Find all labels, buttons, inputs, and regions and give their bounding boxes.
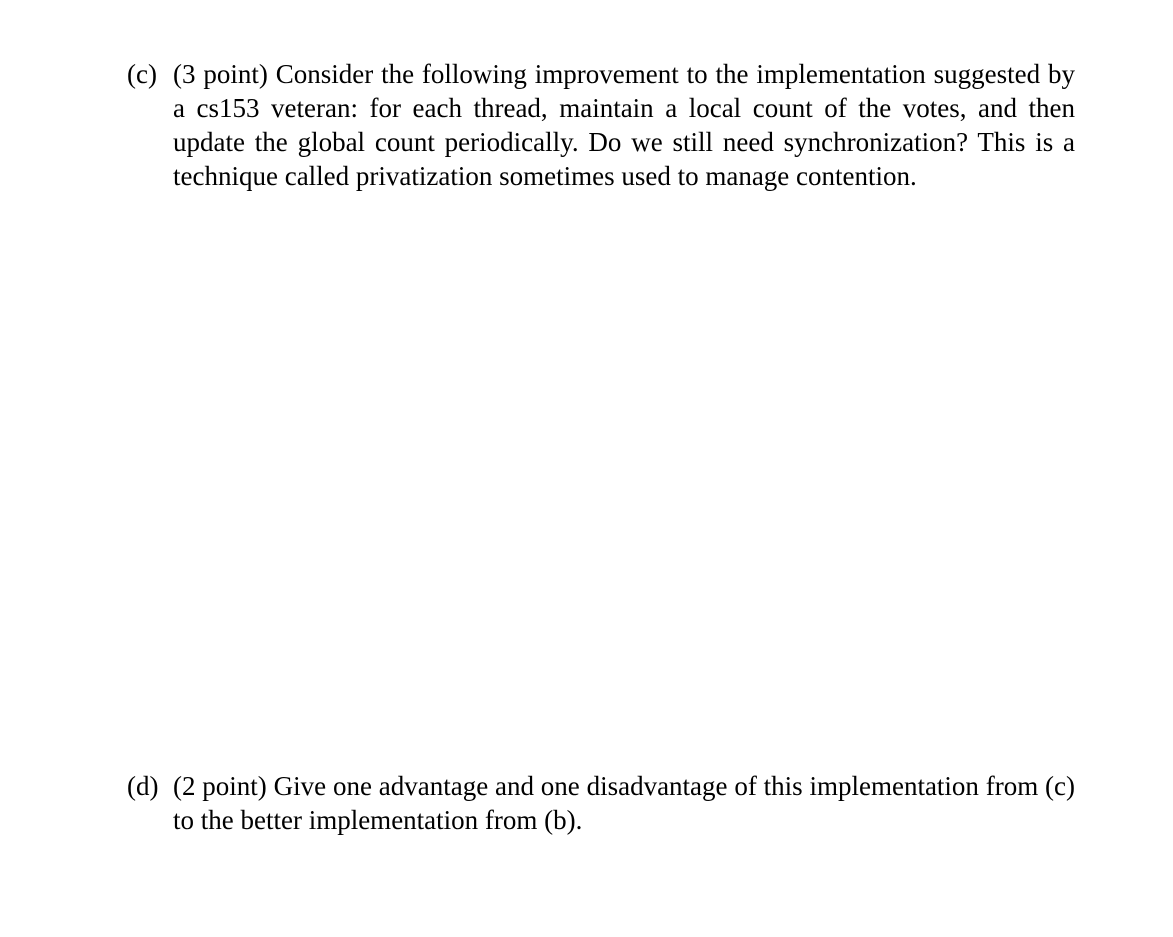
question-d-label: (d) (127, 771, 159, 801)
question-c-text: Consider the following improvement to the implementation suggested by a cs153 veteran: for each thread, maintain a local count of the votes, and then update the global count periodically. Do we still need synchronization? This is a technique called privatization sometimes used to manage contention. (173, 59, 1076, 191)
question-d-text: Give one advantage and one disadvantage of this implementation from (c) to the better implementation from (b). (173, 771, 1076, 835)
question-c-body (173, 57, 1075, 193)
question-d-points: (2 point) (173, 771, 267, 801)
question-c (127, 57, 1075, 193)
question-c-points: (3 point) (173, 59, 268, 89)
question-c-label: (c) (127, 59, 157, 89)
question-d-body (173, 769, 1075, 837)
question-d (127, 769, 1075, 837)
